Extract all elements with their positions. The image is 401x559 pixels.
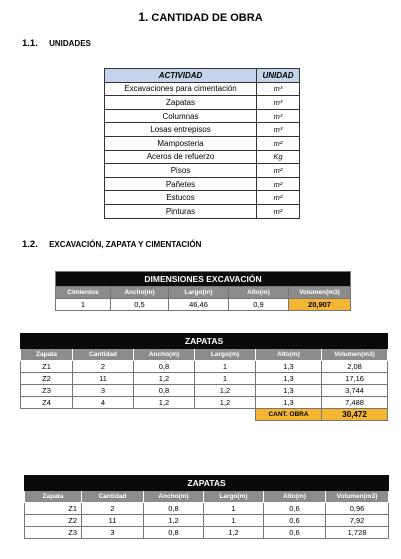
volumen-cell: 20,907 [289, 299, 351, 311]
cantidad-cell: 2 [82, 503, 144, 515]
volumen-cell: 2,08 [322, 361, 388, 373]
largo-cell: 1 [195, 361, 256, 373]
zapata-cell: Z3 [21, 385, 73, 397]
header-zapata: Zapata [21, 349, 73, 361]
subsection-title-excavacion [22, 239, 201, 250]
zapata-cell: Z2 [25, 515, 82, 527]
header-cimientos: Cimientos [56, 287, 111, 299]
total-row [21, 409, 388, 421]
zapatas-table-1 [20, 333, 388, 421]
header-volumen: Volumen(m3) [322, 349, 388, 361]
header-largo: Largo(m) [169, 287, 229, 299]
header-unidad: UNIDAD [257, 69, 300, 83]
subsection-title-text: EXCAVACIÓN, ZAPATA Y CIMENTACIÓN [49, 240, 202, 249]
volumen-cell: 1,728 [326, 527, 389, 539]
alto-cell: 1,3 [256, 385, 322, 397]
ancho-cell: 0,8 [144, 503, 204, 515]
table-row [21, 373, 388, 385]
activity-cell: Columnas [105, 109, 257, 123]
header-alto: Alto(m) [264, 491, 326, 503]
activity-cell: Estucos [105, 191, 257, 205]
total-value: 30,472 [322, 409, 388, 421]
excavation-table [55, 271, 351, 311]
header-ancho: Ancho(m) [144, 491, 204, 503]
alto-cell: 1,3 [256, 373, 322, 385]
zapata-cell: Z3 [25, 527, 82, 539]
units-table-header [105, 69, 300, 83]
table-row [21, 397, 388, 409]
unit-cell: m³ [257, 82, 300, 96]
section-title [0, 10, 401, 24]
activity-cell: Aceros de refuerzo [105, 150, 257, 164]
section-title-text: CANTIDAD DE OBRA [151, 12, 263, 24]
zapatas-table-2 [24, 475, 389, 539]
header-volumen: Volumen(m3) [289, 287, 351, 299]
header-cantidad: Cantidad [73, 349, 134, 361]
unit-cell: Kg [257, 150, 300, 164]
alto-cell: 1,3 [256, 361, 322, 373]
table-row [105, 136, 300, 150]
ancho-cell: 0,8 [134, 361, 195, 373]
largo-cell: 1,2 [195, 385, 256, 397]
activity-cell: Pañetes [105, 177, 257, 191]
header-volumen: Volumen(m3) [326, 491, 389, 503]
zapata-cell: Z2 [21, 373, 73, 385]
table-row [105, 82, 300, 96]
table-row [25, 527, 389, 539]
cantidad-cell: 11 [82, 515, 144, 527]
header-ancho: Ancho(m) [111, 287, 169, 299]
largo-cell: 46,46 [169, 299, 229, 311]
cantidad-cell: 3 [82, 527, 144, 539]
unit-cell: m³ [257, 109, 300, 123]
subsection-title-unidades [22, 38, 91, 49]
largo-cell: 1,2 [204, 527, 264, 539]
activity-cell: Excavaciones para cimentación [105, 82, 257, 96]
header-alto: Alto(m) [256, 349, 322, 361]
zapatas-table-header [25, 491, 389, 503]
zapata-cell: Z4 [21, 397, 73, 409]
cantidad-cell: 2 [73, 361, 134, 373]
ancho-cell: 1,2 [134, 397, 195, 409]
header-alto: Alto(m) [229, 287, 289, 299]
zapatas-table-title: ZAPATAS [25, 476, 389, 491]
table-row [105, 204, 300, 218]
activity-cell: Losas entrepisos [105, 123, 257, 137]
ancho-cell: 0,8 [134, 385, 195, 397]
subsection-title-text: UNIDADES [49, 39, 91, 48]
excavation-table-header [56, 287, 351, 299]
header-ancho: Ancho(m) [134, 349, 195, 361]
ancho-cell: 1,2 [134, 373, 195, 385]
header-largo: Largo(m) [195, 349, 256, 361]
ancho-cell: 0,8 [144, 527, 204, 539]
table-row [105, 96, 300, 110]
cantidad-cell: 3 [73, 385, 134, 397]
total-label: CANT. OBRA [256, 409, 322, 421]
ancho-cell: 1,2 [144, 515, 204, 527]
excavation-table-title: DIMENSIONES EXCAVACIÓN [56, 272, 351, 287]
largo-cell: 1 [204, 503, 264, 515]
header-largo: Largo(m) [204, 491, 264, 503]
largo-cell: 1,2 [195, 397, 256, 409]
table-row [25, 503, 389, 515]
table-row [21, 385, 388, 397]
table-row [105, 177, 300, 191]
header-zapata: Zapata [25, 491, 82, 503]
zapata-cell: Z1 [21, 361, 73, 373]
zapatas-table-title: ZAPATAS [21, 334, 388, 349]
table-row [25, 515, 389, 527]
volumen-cell: 0,96 [326, 503, 389, 515]
unit-cell: m³ [257, 96, 300, 110]
alto-cell: 0,6 [264, 527, 326, 539]
unit-cell: m² [257, 177, 300, 191]
volumen-cell: 3,744 [322, 385, 388, 397]
unit-cell: m² [257, 164, 300, 178]
cimientos-cell: 1 [56, 299, 111, 311]
largo-cell: 1 [204, 515, 264, 527]
table-row [56, 299, 351, 311]
unit-cell: m² [257, 136, 300, 150]
table-row [105, 150, 300, 164]
table-row [105, 164, 300, 178]
section-number: 1. [138, 10, 149, 24]
unit-cell: m³ [257, 123, 300, 137]
activity-cell: Pisos [105, 164, 257, 178]
cantidad-cell: 11 [73, 373, 134, 385]
alto-cell: 1,3 [256, 397, 322, 409]
table-row [105, 123, 300, 137]
zapatas-table-header [21, 349, 388, 361]
cantidad-cell: 4 [73, 397, 134, 409]
activity-cell: Pinturas [105, 204, 257, 218]
unit-cell: m² [257, 191, 300, 205]
activity-cell: Mamposteria [105, 136, 257, 150]
unit-cell: m² [257, 204, 300, 218]
ancho-cell: 0,5 [111, 299, 169, 311]
units-table [104, 68, 300, 219]
volumen-cell: 7,92 [326, 515, 389, 527]
table-row [105, 109, 300, 123]
alto-cell: 0,6 [264, 503, 326, 515]
alto-cell: 0,6 [264, 515, 326, 527]
volumen-cell: 7,488 [322, 397, 388, 409]
alto-cell: 0,9 [229, 299, 289, 311]
header-actividad: ACTIVIDAD [105, 69, 257, 83]
subsection-number: 1.2. [22, 239, 38, 250]
largo-cell: 1 [195, 373, 256, 385]
zapata-cell: Z1 [25, 503, 82, 515]
table-row [105, 191, 300, 205]
subsection-number: 1.1. [22, 38, 38, 49]
header-cantidad: Cantidad [82, 491, 144, 503]
table-row [21, 361, 388, 373]
volumen-cell: 17,16 [322, 373, 388, 385]
activity-cell: Zapatas [105, 96, 257, 110]
